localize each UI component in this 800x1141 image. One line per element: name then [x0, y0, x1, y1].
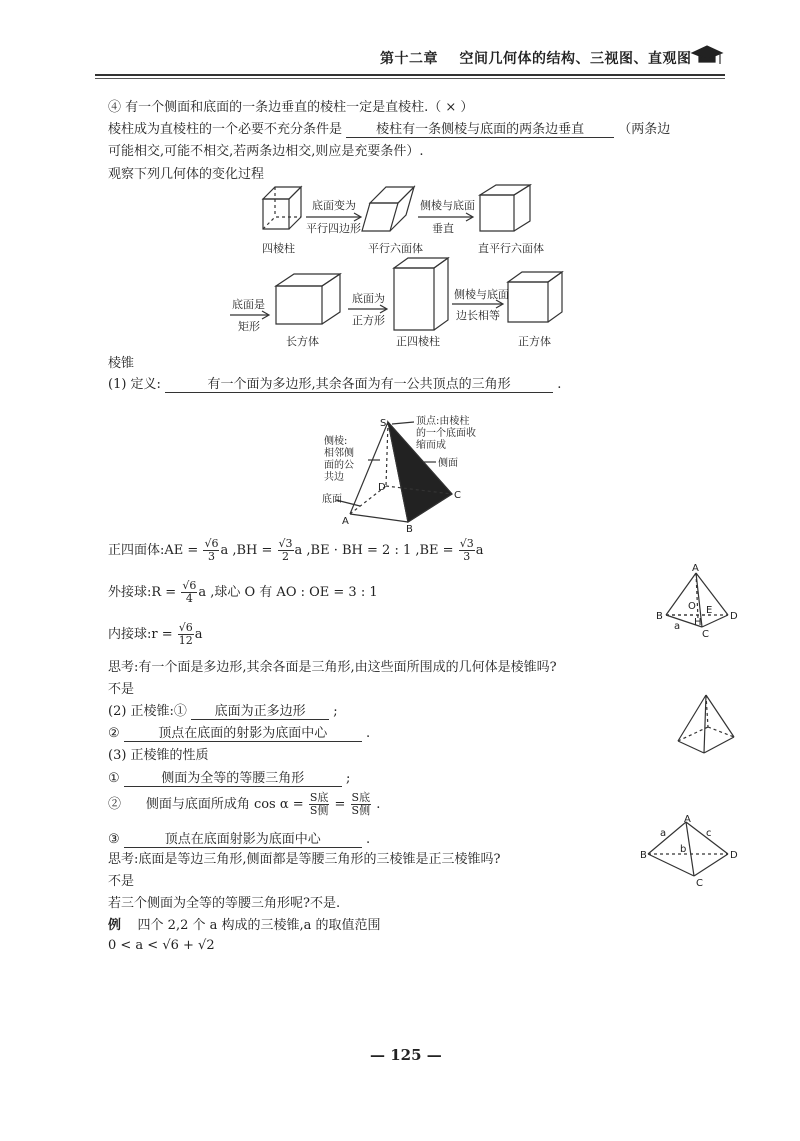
label-C: C [454, 490, 461, 501]
flow2-arrow2-top: 侧棱与底面 [454, 288, 509, 301]
pyramid-definition: (1) 定义: 有一个面为多边形,其余各面为有一公共顶点的三角形 . [108, 373, 561, 393]
regular-blank1: 底面为正多边形 [191, 700, 329, 720]
flow1-arrow2-top: 侧棱与底面 [420, 199, 475, 212]
regular-line2: ② 顶点在底面的射影为底面中心 . [108, 722, 370, 742]
property-1-blank: 侧面为全等的等腰三角形 [124, 767, 342, 787]
tetrahedron-figure [650, 565, 740, 640]
square-prism-figure [392, 256, 452, 334]
apex-note-3: 缩而成 [416, 440, 446, 451]
flow1-arrow1-top: 底面变为 [312, 199, 356, 212]
header-rule-thin [95, 78, 725, 79]
flow1-arrow2-bottom: 垂直 [432, 222, 454, 235]
necessary-cont: 可能相交,可能不相交,若两条边相交,则应是充要条件）. [108, 144, 424, 159]
tetra-label-A: A [692, 563, 699, 574]
parallelepiped-figure [368, 185, 418, 235]
flow1-shape1: 四棱柱 [262, 242, 295, 255]
lateral-edge-4: 共边 [324, 472, 344, 483]
tri-label-c: c [706, 828, 712, 839]
cuboid-figure [274, 272, 344, 328]
think2-answer: 不是 [108, 874, 135, 889]
page-number: — 125 — [370, 1046, 442, 1064]
lateral-edge-3: 面的公 [324, 460, 354, 471]
lateral-edge-1: 侧棱: [324, 436, 348, 447]
tetra-label-B: B [656, 611, 663, 622]
apex-note-2: 的一个底面收 [416, 428, 476, 439]
flow2-arrow0-bottom: 矩形 [238, 320, 260, 333]
label-D: D [378, 482, 386, 493]
flow2-arrow1-top: 底面为 [352, 292, 385, 305]
item-4: ④ 有一个侧面和底面的一条边垂直的棱柱一定是直棱柱.（ × ） [108, 100, 474, 115]
chapter-header [380, 48, 692, 68]
flow1-arrow1-bottom: 平行四边形 [306, 222, 361, 235]
tetra-label-C: C [702, 629, 709, 640]
triangular-pyramid-figure [640, 814, 740, 889]
observe-label: 观察下列几何体的变化过程 [108, 167, 265, 182]
tetra-line1: 正四面体:AE = $\frac{√6}{3}$ a ,BH = $\frac{√3}{2}$ a ,BE · BH = 2 : 1 ,BE = $\frac{√3}{3}$ a [108, 537, 484, 563]
property-2: ② 侧面与底面所成角 cos α = $\frac{\text{S底}}{\text{S侧}}$ = $\frac{\text{S底}}{\text{S侧}}$ . [108, 791, 381, 817]
definition-blank: 有一个面为多边形,其余各面为有一公共顶点的三角形 [165, 373, 553, 393]
necessary-condition: 棱柱成为直棱柱的一个必要不充分条件是 棱柱有一条侧棱与底面的两条边垂直 （两条边 [108, 118, 670, 138]
tetra-line2: 外接球:R = $\frac{√6}{4}$ a ,球心 O 有 AO : OE = 3 : 1 [108, 579, 378, 605]
flow2-shape3: 正方体 [518, 335, 551, 348]
example-answer: 0 < a < √6 + √2 [108, 938, 215, 953]
flow2-arrow0-top: 底面是 [232, 298, 265, 311]
cube-figure [506, 270, 566, 328]
apex-note-1: 顶点:由棱柱 [416, 416, 470, 427]
necessary-blank: 棱柱有一条侧棱与底面的两条边垂直 [346, 118, 614, 138]
header-rule [95, 74, 725, 76]
right-parallelepiped-figure [478, 183, 534, 235]
tetra-label-a: a [674, 621, 681, 632]
pyramid-figure [320, 410, 520, 535]
chapter-number: 第十二章 [380, 51, 438, 67]
property-3: ③ 顶点在底面射影为底面中心 . [108, 828, 370, 848]
base-label: 底面 [322, 494, 342, 505]
flow1-shape3: 直平行六面体 [478, 242, 544, 255]
properties-heading: (3) 正棱锥的性质 [108, 748, 209, 763]
tri-label-a: a [660, 828, 667, 839]
think1-question: 思考:有一个面是多边形,其余各面是三角形,由这些面所围成的几何体是棱锥吗? [108, 660, 557, 675]
lateral-edge-2: 相邻侧 [324, 448, 354, 459]
example-line: 例 四个 2,2 个 a 构成的三棱锥,a 的取值范围 [108, 918, 381, 933]
tri-label-D: D [730, 850, 738, 861]
tetra-line3: 内接球:r = $\frac{√6}{12}$ a [108, 621, 203, 647]
regular-line1: (2) 正棱锥:① 底面为正多边形 ; [108, 700, 338, 720]
graduation-cap-icon [690, 44, 724, 68]
tetra-label-E: E [706, 605, 713, 616]
lateral-face-label: 侧面 [438, 458, 458, 469]
pyramid-heading: 棱锥 [108, 356, 135, 371]
tri-label-A: A [684, 814, 691, 825]
think2-follow: 若三个侧面为全等的等腰三角形呢?不是. [108, 896, 341, 911]
flow2-shape1: 长方体 [286, 335, 319, 348]
property-3-blank: 顶点在底面射影为底面中心 [124, 828, 362, 848]
property-1: ① 侧面为全等的等腰三角形 ; [108, 767, 350, 787]
label-S: S [380, 418, 387, 429]
label-A: A [342, 516, 349, 527]
tetra-label-D: D [730, 611, 738, 622]
think2-question: 思考:底面是等边三角形,侧面都是等腰三角形的三棱锥是正三棱锥吗? [108, 852, 501, 867]
label-B: B [406, 524, 413, 535]
tetra-label-O: O [688, 601, 696, 612]
flow2-shape2: 正四棱柱 [396, 335, 440, 348]
tetra-label-H: H [694, 617, 702, 628]
flow2-arrow1-bottom: 正方形 [352, 314, 385, 327]
regular-pyramid-figure [674, 693, 744, 763]
tri-label-C: C [696, 878, 703, 889]
tri-label-b: b [680, 844, 687, 855]
think1-answer: 不是 [108, 682, 135, 697]
regular-blank2: 顶点在底面的射影为底面中心 [124, 722, 362, 742]
flow1-shape2: 平行六面体 [368, 242, 423, 255]
chapter-title: 空间几何体的结构、三视图、直观图 [459, 51, 692, 67]
flow2-arrow2-bottom: 边长相等 [456, 309, 500, 322]
prism-figure [255, 185, 305, 235]
tri-label-B: B [640, 850, 647, 861]
